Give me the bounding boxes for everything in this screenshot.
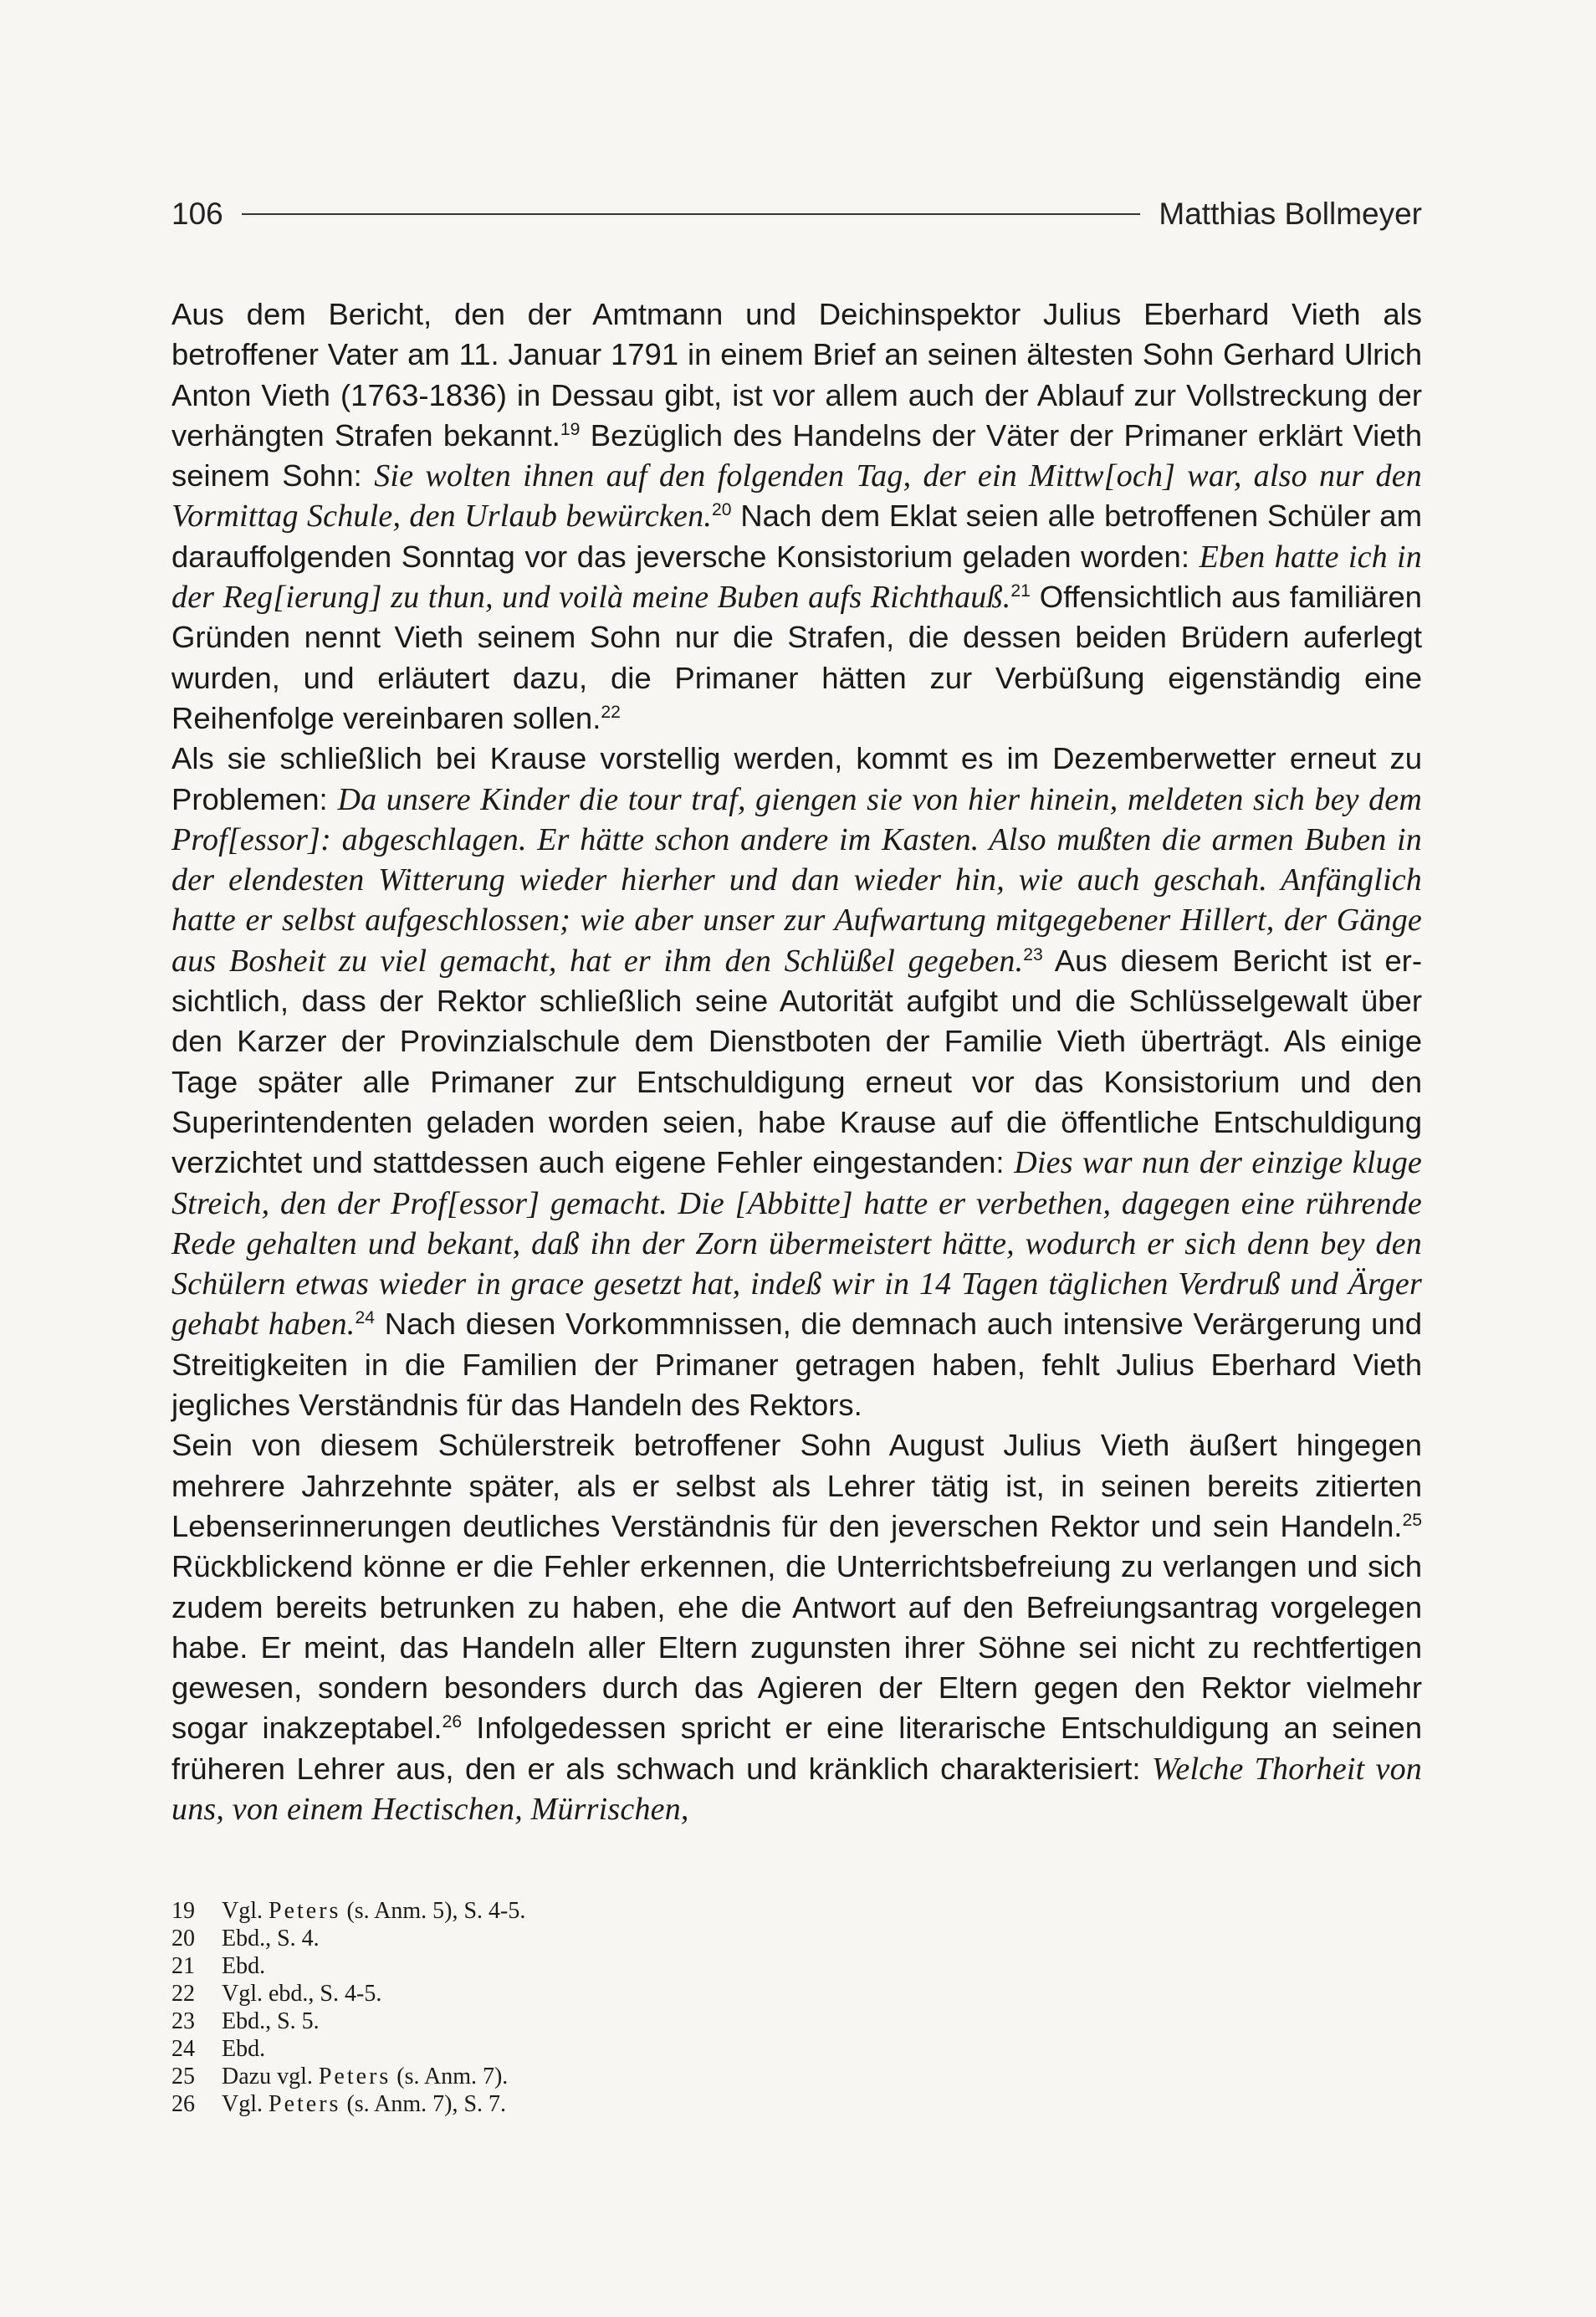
page-number: 106 xyxy=(171,197,223,231)
footnote-number: 21 xyxy=(171,1953,195,1979)
quotation: Dies war nun der einzige kluge Streich, den der Prof[essor] gemacht. Die [Abbitte] hatte er verbethen, dagegen eine rührende Rede gehalten und bekant, daß ihn der Zorn übermeistert hätte, wodurch er sich denn bey den Schülern etwas wieder in grace gesetzt hat, indeß wir in 14 Tagen täglichen Verdruß und Ärger gehabt haben. xyxy=(171,1145,1422,1343)
page xyxy=(171,0,1422,2317)
footnote-number: 22 xyxy=(171,1981,195,2007)
footnote-marker: 19 xyxy=(560,419,581,439)
footnote-marker: 26 xyxy=(442,1712,463,1732)
paragraph xyxy=(171,1425,1422,1829)
cited-author: Peters xyxy=(318,2064,391,2089)
footnote-number: 23 xyxy=(171,2008,195,2034)
footnote xyxy=(171,2063,1422,2090)
footnote-marker: 23 xyxy=(1023,944,1043,964)
running-author: Matthias Bollmeyer xyxy=(1159,197,1422,231)
footnote xyxy=(171,1897,1422,1925)
body-text-run: Bezüglich des Handelns der Väter der Primaner erklärt Vieth seinem Sohn: xyxy=(171,417,1422,494)
footnote-text-run: (s. Anm. 7). xyxy=(391,2064,509,2089)
footnote-text xyxy=(222,2063,508,2090)
footnote-marker: 25 xyxy=(1402,1510,1422,1530)
footnote xyxy=(171,1980,1422,2008)
footnote xyxy=(171,2008,1422,2035)
footnote-text xyxy=(222,2035,265,2063)
footnote xyxy=(171,1925,1422,1952)
body-text-run: Aus dem Bericht, den der Amtmann und Deichinspektor Julius Eberhard Vieth als betroffener Vater am 11. Januar 1791 in einem Brief an seinen ältesten Sohn Gerhard Ulrich Anton Vieth (1763-1836) in Dessau gibt, ist vor allem auch der Ablauf zur Vollstreckung der verhängten Strafen bekannt. xyxy=(171,297,1422,453)
footnote xyxy=(171,1952,1422,1980)
running-header xyxy=(171,191,1422,238)
footnote-text xyxy=(222,1952,265,1980)
footnote-text-run: (s. Anm. 5), S. 4-5. xyxy=(340,1898,526,1924)
footnote-text xyxy=(222,2008,320,2035)
footnote-text-run: (s. Anm. 7), S. 7. xyxy=(340,2091,507,2117)
footnote-text xyxy=(222,2090,506,2118)
footnote-text-run: Vgl. ebd., S. 4-5. xyxy=(222,1981,382,2007)
footnote-number: 19 xyxy=(171,1898,195,1924)
footnote-number: 25 xyxy=(171,2064,195,2089)
body-text-run: Offensichtlich aus familiären Gründen nennt Vieth seinem Sohn nur die Strafen, die dessen beiden Brüdern auferlegt wurden, und erläutert dazu, die Primaner hätten zur Verbüßung eigenständig eine Reihenfolge vereinbaren sollen. xyxy=(171,580,1422,735)
footnote-number: 24 xyxy=(171,2036,195,2062)
quotation: Eben hatte ich in der Reg[ierung] zu thun, und voilà meine Buben aufs Richthauß. xyxy=(171,539,1422,616)
body-text-run: Nach dem Eklat seien alle betroffenen Schüler am darauffolgenden Sonntag vor das jeversche Konsistorium geladen worden: xyxy=(171,499,1422,574)
footnote-text-run: Dazu vgl. xyxy=(222,2064,319,2089)
quotation: Sie wolten ihnen auf den folgenden Tag, der ein Mittw[och] war, also nur den Vormittag Schule, den Urlaub bewürcken. xyxy=(171,458,1422,534)
footnote-number: 26 xyxy=(171,2091,195,2117)
footnote-number: 20 xyxy=(171,1926,195,1951)
paragraph xyxy=(171,294,1422,739)
quotation: Da unsere Kinder die tour traf, giengen sie von hier hinein, meldeten sich bey dem Prof[essor]: abgeschlagen. Er hätte schon andere im Kasten. Also mußten die armen Buben in der elendesten Witterung wieder hierher und dan wieder hin, wie auch geschah. Anfänglich hatte er selbst aufgeschlossen; wie aber unser zur Aufwartung mitgegebener Hillert, der Gänge aus Bosheit zu viel gemacht, hat er ihm den Schlüßel gegeben. xyxy=(171,781,1422,979)
footnote-text-run: Ebd. xyxy=(222,1953,266,1979)
body-text xyxy=(171,294,1422,1829)
footnote-marker: 21 xyxy=(1010,581,1031,601)
cited-author: Peters xyxy=(269,1898,341,1924)
body-text-run: Sein von diesem Schülerstreik betroffener Sohn August Julius Vieth äußert hingegen mehrere Jahrzehnte später, als er selbst als Lehrer tätig ist, in seinen bereits zitierten Lebenserinnerungen deutliches Verständnis für den jeverschen Rektor und sein Handeln. xyxy=(171,1428,1422,1543)
footnote-text-run: Vgl. xyxy=(222,2091,269,2117)
body-text-run: Aus diesem Bericht ist ersichtlich, dass der Rektor schließlich seine Autorität aufgibt und die Schlüsselgewalt über den Karzer der Provinzialschule dem Dienstboten der Familie Vieth überträgt. Als einige Tage später alle Primaner zur Entschuldigung erneut vor das Konsistorium und den Superintendenten geladen worden seien, habe Krause auf die öffentliche Entschuldigung verzichtet und stattdessen auch eigene Fehler eingestanden: xyxy=(171,943,1422,1180)
footnote xyxy=(171,2090,1422,2118)
quotation: Welche Thorheit von uns, von einem Hectischen, Mürrischen, xyxy=(171,1751,1422,1827)
body-text-run: Rückblickend könne er die Fehler erkennen, die Unterrichtsbefreiung zu verlangen und sich zudem bereits betrunken zu haben, ehe die Antwort auf den Befreiungsantrag vorgelegen habe. Er meint, das Handeln aller Eltern zugunsten ihrer Söhne sei nicht zu rechtfertigen gewesen, sondern besonders durch das Agieren der Eltern gegen den Rektor vielmehr sogar inakzeptabel. xyxy=(171,1549,1422,1746)
footnote-marker: 20 xyxy=(712,500,732,520)
footnote-text-run: Ebd. xyxy=(222,2036,266,2062)
body-text-run: Infolgedessen spricht er eine literarische Entschuldigung an seinen früheren Lehrer aus, den er als schwach und kränklich charakterisiert: xyxy=(171,1711,1422,1786)
body-text-run: Als sie schließlich bei Krause vorstellig werden, kommt es im Dezemberwetter erneut zu Problemen: xyxy=(171,741,1422,816)
footnote-text-run: Ebd., S. 5. xyxy=(222,2008,320,2034)
cited-author: Peters xyxy=(269,2091,341,2117)
body-text-run: Nach diesen Vorkommnissen, die demnach auch intensive Verärgerung und Streitigkeiten in die Familien der Primaner getragen haben, fehlt Julius Eberhard Vieth jegliches Verständnis für das Handeln des Rektors. xyxy=(171,1307,1423,1423)
footnote-text xyxy=(222,1925,320,1952)
footnote-marker: 22 xyxy=(601,702,621,722)
footnote-marker: 24 xyxy=(355,1308,376,1328)
header-rule xyxy=(242,213,1141,215)
paragraph xyxy=(171,739,1422,1425)
footnote-text xyxy=(222,1980,381,2008)
footnote-text xyxy=(222,1897,525,1925)
footnote-text-run: Ebd., S. 4. xyxy=(222,1926,320,1951)
footnotes xyxy=(171,1897,1422,2118)
footnote xyxy=(171,2035,1422,2063)
footnote-text-run: Vgl. xyxy=(222,1898,269,1924)
